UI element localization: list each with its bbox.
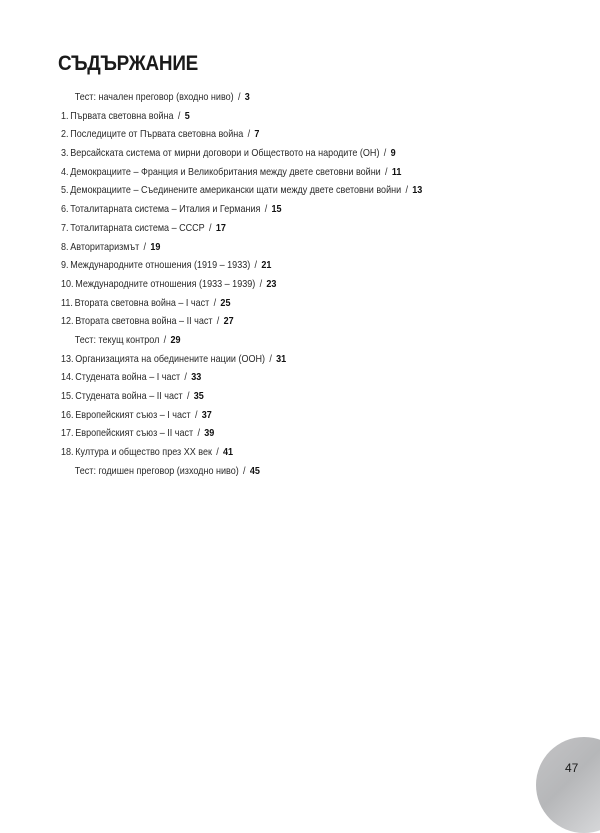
toc-entry	[61, 275, 422, 294]
page-number: 47	[565, 761, 579, 775]
entry-number: 16.	[61, 408, 74, 421]
entry-page: 3	[244, 91, 250, 103]
toc-entry	[61, 424, 422, 443]
entry-page: 35	[193, 390, 204, 402]
entry-page: 5	[184, 109, 190, 122]
page-number-circle	[536, 737, 600, 833]
entry-number: 10.	[61, 277, 74, 290]
entry-title: Култура и общество през XX век	[75, 446, 212, 459]
entry-title: Версайската система от мирни договори и Обществото на народите (ОН)	[70, 147, 380, 160]
entry-title: Последиците от Първата световна война	[70, 128, 244, 141]
entry-title: Първата световна война	[70, 109, 174, 122]
separator: /	[177, 109, 181, 122]
entry-page: 13	[412, 184, 423, 197]
entry-page: 21	[261, 259, 272, 272]
entry-page: 23	[266, 277, 277, 290]
entry-title: Международните отношения (1933 – 1939)	[75, 277, 256, 290]
entry-page: 7	[254, 128, 260, 141]
separator: /	[405, 184, 408, 197]
entry-number: 1.	[61, 109, 69, 122]
entry-number: 13.	[61, 352, 74, 365]
separator: /	[237, 91, 241, 103]
entry-page: 37	[201, 408, 212, 421]
entry-title: Тоталитарната система – СССР	[70, 221, 205, 234]
entry-number: 8.	[61, 240, 69, 253]
entry-page: 25	[220, 296, 231, 309]
entry-title: Тест: начален преговор (входно ниво)	[74, 91, 234, 103]
toc-entry-test-entry	[61, 462, 422, 481]
toc-entry	[61, 350, 422, 369]
entry-page: 15	[271, 203, 282, 216]
entry-page: 11	[391, 165, 402, 178]
entry-title: Тест: текущ контрол	[74, 333, 160, 346]
separator: /	[264, 203, 268, 216]
toc-entry	[61, 312, 422, 331]
toc-entry	[61, 144, 422, 163]
entry-number: 2.	[61, 128, 69, 141]
entry-page: 41	[223, 446, 234, 459]
toc-entry	[61, 368, 422, 387]
separator: /	[259, 277, 263, 290]
entry-number: 3.	[61, 147, 69, 160]
separator: /	[213, 296, 217, 309]
table-of-contents	[61, 88, 481, 480]
entry-page: 45	[249, 464, 260, 477]
entry-page: 27	[223, 315, 234, 328]
toc-entry	[61, 443, 422, 462]
entry-title: Втората световна война – II част	[75, 315, 213, 328]
separator: /	[186, 390, 190, 402]
entry-title: Авторитаризмът	[70, 240, 140, 253]
entry-page: 33	[191, 371, 202, 384]
entry-number: 6.	[61, 203, 69, 216]
entry-title: Демокрациите – Франция и Великобритания между двете световни войни	[70, 165, 381, 178]
entry-page: 31	[276, 352, 287, 365]
toc-entry-test-entry	[61, 331, 422, 350]
separator: /	[216, 315, 220, 328]
entry-number: 7.	[61, 221, 69, 234]
toc-entry	[61, 387, 422, 406]
entry-title: Европейският съюз – I част	[75, 408, 191, 421]
separator: /	[163, 333, 167, 346]
entry-title: Демокрациите – Съединените американски щати между двете световни войни	[70, 184, 402, 197]
entry-number: 11.	[61, 296, 73, 309]
entry-number: 5.	[61, 184, 69, 197]
toc-entry	[61, 107, 422, 126]
separator: /	[209, 221, 212, 234]
entry-page: 29	[170, 333, 181, 346]
entry-number: 17.	[61, 427, 74, 440]
entry-number: 15.	[61, 390, 74, 402]
entry-title: Студената война – I част	[75, 371, 181, 384]
separator: /	[216, 446, 219, 459]
entry-number: 14.	[61, 371, 74, 384]
toc-entry	[61, 219, 422, 238]
entry-number: 4.	[61, 165, 69, 178]
entry-title: Организацията на обединените нации (ООН)	[75, 352, 266, 365]
toc-entry	[61, 256, 422, 275]
entry-page: 19	[150, 240, 161, 253]
entry-title: Международните отношения (1919 – 1933)	[70, 259, 251, 272]
entry-title: Европейският съюз – II част	[75, 427, 194, 440]
separator: /	[383, 147, 387, 160]
entry-number: 12.	[61, 315, 74, 328]
entry-page: 9	[390, 147, 396, 160]
separator: /	[197, 427, 200, 440]
entry-title: Тоталитарната система – Италия и Германия	[70, 203, 261, 216]
separator: /	[385, 165, 388, 178]
entry-page: 39	[204, 427, 215, 440]
separator: /	[194, 408, 198, 421]
separator: /	[247, 128, 251, 141]
toc-entry	[61, 406, 422, 425]
entry-number: 18.	[61, 446, 74, 459]
entry-title: Тест: годишен преговор (изходно ниво)	[74, 464, 239, 477]
separator: /	[184, 371, 187, 384]
toc-entry-test-entry	[61, 88, 422, 107]
entry-title: Втората световна война – I част	[74, 296, 210, 309]
page-title: СЪДЪРЖАНИЕ	[58, 52, 198, 75]
toc-entry	[61, 238, 422, 257]
separator: /	[254, 259, 258, 272]
toc-entry	[61, 294, 422, 313]
entry-page: 17	[215, 221, 226, 234]
toc-entry	[61, 200, 422, 219]
toc-entry	[61, 125, 422, 144]
separator: /	[143, 240, 147, 253]
entry-title: Студената война – II част	[75, 390, 183, 402]
separator: /	[269, 352, 272, 365]
entry-number: 9.	[61, 259, 69, 272]
separator: /	[243, 464, 246, 477]
toc-entry	[61, 163, 422, 182]
toc-entry	[61, 181, 422, 200]
